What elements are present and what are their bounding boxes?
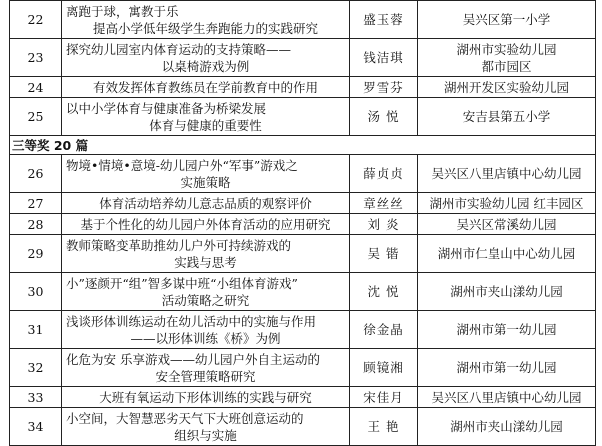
paper-title xyxy=(62,349,350,387)
organization-line: 吴兴区第一小学 xyxy=(462,12,551,27)
paper-title xyxy=(62,311,350,349)
organization-line: 湖州市夹山漾幼儿园 xyxy=(450,419,563,434)
paper-title xyxy=(62,98,350,136)
row-number: 24 xyxy=(10,77,62,98)
paper-title xyxy=(62,273,350,311)
paper-title-line: 大班有氧运动下形体训练的实践与研究 xyxy=(99,389,312,405)
row-number: 25 xyxy=(10,98,62,136)
row-number: 34 xyxy=(10,408,62,446)
row-number: 29 xyxy=(10,235,62,273)
paper-title-line: 小”逐颜开“组”智多谋中班“小组体育游戏” xyxy=(66,275,298,291)
row-number: 31 xyxy=(10,311,62,349)
author-name: 王 艳 xyxy=(350,408,418,446)
organization xyxy=(418,77,596,98)
table-row xyxy=(10,311,596,349)
organization xyxy=(418,408,596,446)
organization xyxy=(418,155,596,193)
author-name: 钱洁琪 xyxy=(350,39,418,77)
paper-title xyxy=(62,77,350,98)
author-name: 宋佳月 xyxy=(350,387,418,408)
paper-title-line: 活动策略之研究 xyxy=(161,292,250,308)
organization xyxy=(418,387,596,408)
author-name: 徐金晶 xyxy=(350,311,418,349)
table-row xyxy=(10,273,596,311)
row-number: 30 xyxy=(10,273,62,311)
author-name: 沈 悦 xyxy=(350,273,418,311)
organization-line: 湖州市仁皇山中心幼儿园 xyxy=(437,246,576,261)
paper-title-line: 基于个性化的幼儿园户外体育活动的应用研究 xyxy=(80,216,331,232)
organization-line: 湖州市第一幼儿园 xyxy=(456,360,557,375)
organization-line: 吴兴区八里店镇中心幼儿园 xyxy=(431,389,582,405)
table-row xyxy=(10,1,596,39)
awards-table xyxy=(9,0,596,446)
organization-line: 都市园区 xyxy=(481,58,532,74)
row-number: 23 xyxy=(10,39,62,77)
paper-title-line: 探究幼儿园室内体育运动的支持策略—— xyxy=(66,41,292,57)
table-row xyxy=(10,235,596,273)
organization xyxy=(418,193,596,214)
paper-title-line: 实践与思考 xyxy=(174,254,237,270)
paper-title xyxy=(62,1,350,39)
table-row xyxy=(10,408,596,446)
author-name: 汤 悦 xyxy=(350,98,418,136)
paper-title-line: 组织与实施 xyxy=(174,427,237,443)
table-row xyxy=(10,155,596,193)
table-row xyxy=(10,39,596,77)
row-number: 28 xyxy=(10,214,62,235)
organization-line: 湖州开发区实验幼儿园 xyxy=(443,79,569,95)
author-name: 顾镜湘 xyxy=(350,349,418,387)
paper-title-line: 体育与健康的重要性 xyxy=(149,117,262,133)
organization-line: 湖州市夹山漾幼儿园 xyxy=(450,284,563,299)
organization-line: 吴兴区八里店镇中心幼儿园 xyxy=(431,166,582,181)
author-name: 章丝丝 xyxy=(350,193,418,214)
row-number: 26 xyxy=(10,155,62,193)
paper-title-line: 以桌椅游戏为例 xyxy=(161,58,250,74)
author-name: 刘 炎 xyxy=(350,214,418,235)
row-number: 22 xyxy=(10,1,62,39)
paper-title xyxy=(62,408,350,446)
paper-title xyxy=(62,39,350,77)
table-body-upper xyxy=(10,1,596,136)
table-row xyxy=(10,193,596,214)
paper-title xyxy=(62,193,350,214)
organization xyxy=(418,311,596,349)
paper-title-line: 化危为安 乐享游戏——幼儿园户外自主运动的 xyxy=(66,351,320,367)
author-name: 薛贞贞 xyxy=(350,155,418,193)
organization-line: 湖州市实验幼儿园 xyxy=(456,41,557,57)
organization xyxy=(418,214,596,235)
table-row xyxy=(10,387,596,408)
section-header-row xyxy=(10,136,596,155)
paper-title xyxy=(62,235,350,273)
paper-title-line: 有效发挥体育教练员在学前教育中的作用 xyxy=(92,79,318,95)
organization xyxy=(418,273,596,311)
organization-line: 湖州市实验幼儿园 红丰园区 xyxy=(429,195,584,211)
paper-title-line: 教师策略变革助推幼儿户外可持续游戏的 xyxy=(66,237,292,253)
paper-title-line: 小空间，大智慧恶劣天气下大班创意运动的 xyxy=(66,410,304,426)
organization-line: 湖州市第一幼儿园 xyxy=(456,322,557,337)
row-number: 27 xyxy=(10,193,62,214)
paper-title-line: 离跑于球，寓教于乐 xyxy=(66,3,179,19)
paper-title-line: ——以形体训练《桥》为例 xyxy=(130,330,281,346)
organization xyxy=(418,1,596,39)
table-row xyxy=(10,214,596,235)
organization xyxy=(418,98,596,136)
table-body-lower xyxy=(10,155,596,446)
paper-title-line: 以中小学体育与健康准备为桥梁发展 xyxy=(66,100,267,116)
organization-line: 吴兴区常溪幼儿园 xyxy=(456,216,557,232)
table-row xyxy=(10,349,596,387)
organization xyxy=(418,39,596,77)
paper-title-line: 安全管理策略研究 xyxy=(155,368,256,384)
paper-title-line: 实施策略 xyxy=(180,174,231,190)
author-name: 吴 锴 xyxy=(350,235,418,273)
table-row xyxy=(10,77,596,98)
paper-title xyxy=(62,214,350,235)
section-header-group xyxy=(10,136,596,155)
paper-title-line: 体育活动培养幼儿意志品质的观察评价 xyxy=(99,195,312,211)
paper-title xyxy=(62,387,350,408)
paper-title-line: 提高小学低年级学生奔跑能力的实践研究 xyxy=(92,20,318,36)
paper-title-line: 浅谈形体训练运动在幼儿活动中的实施与作用 xyxy=(66,313,317,329)
organization xyxy=(418,235,596,273)
row-number: 32 xyxy=(10,349,62,387)
table-row xyxy=(10,98,596,136)
row-number: 33 xyxy=(10,387,62,408)
paper-title xyxy=(62,155,350,193)
author-name: 罗雪芬 xyxy=(350,77,418,98)
paper-title-line: 物境•情境•意境-幼儿园户外“军事”游戏之 xyxy=(66,157,298,173)
author-name: 盛玉蓉 xyxy=(350,1,418,39)
organization xyxy=(418,349,596,387)
organization-line: 安吉县第五小学 xyxy=(462,109,551,124)
section-title: 三等奖 20 篇 xyxy=(10,136,596,155)
